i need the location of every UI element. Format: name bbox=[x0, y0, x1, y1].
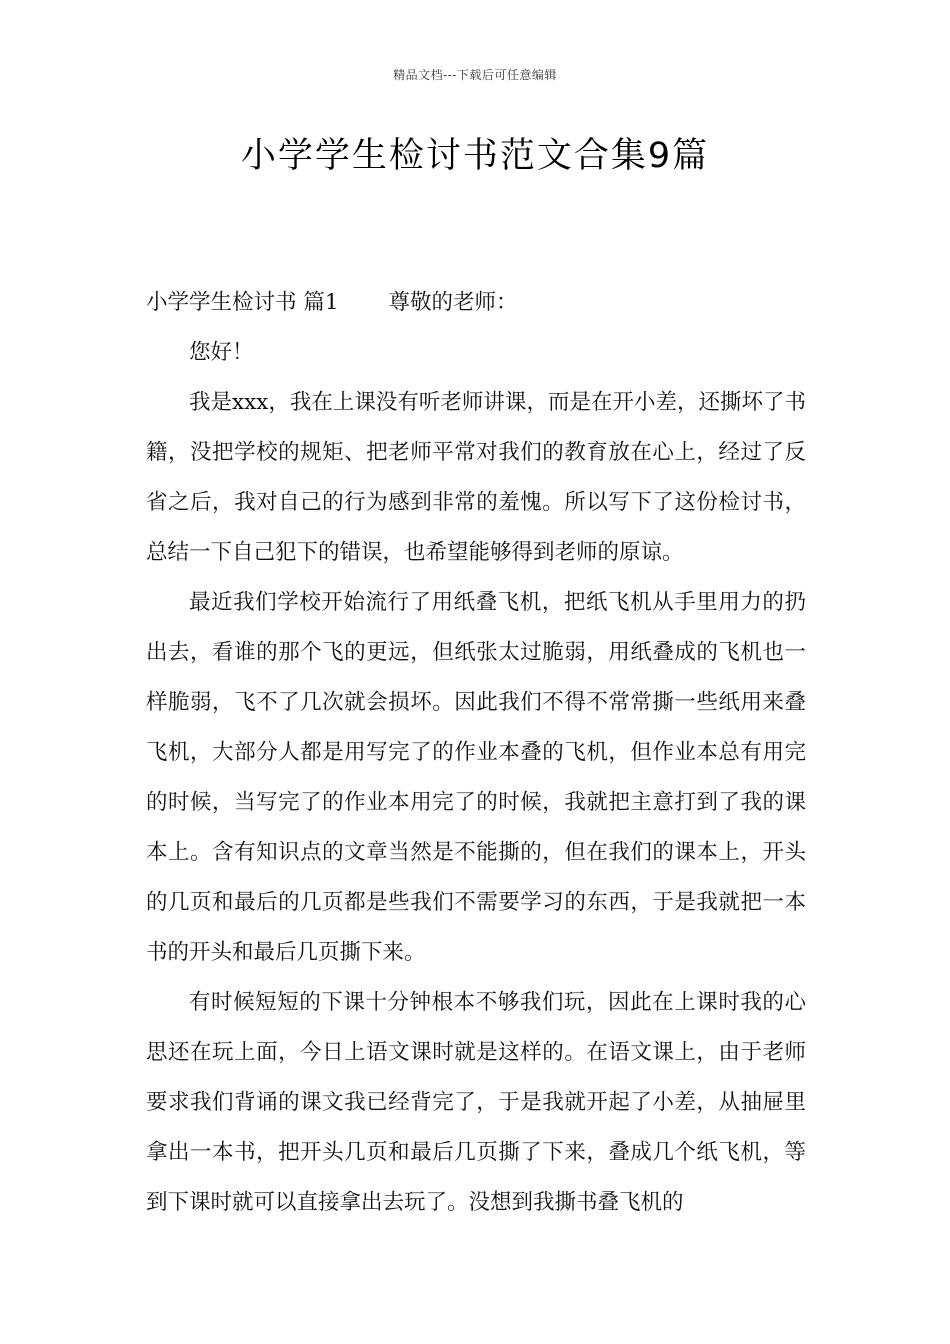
document-title: 小学学生检讨书范文合集9篇 bbox=[240, 136, 710, 176]
header-note: 精品文档---下载后可任意编辑 bbox=[393, 68, 557, 82]
greeting-paragraph: 您好！ bbox=[189, 340, 254, 365]
section-heading-line bbox=[146, 278, 806, 328]
body-paragraph: 有时候短短的下课十分钟根本不够我们玩，因此在上课时我的心思还在玩上面，今日上语文课时就是这样的。在语文课上，由于老师要求我们背诵的课文我已经背完了，于是我就开起了小差，从抽屉里拿出一本书，把开头几页和最后几页撕了下来，叠成几个纸飞机，等到下课时就可以直接拿出去玩了。没想到我撕书叠飞机的 bbox=[146, 990, 806, 1215]
body-paragraph: 最近我们学校开始流行了用纸叠飞机，把纸飞机从手里用力的扔出去，看谁的那个飞的更远，但纸张太过脆弱，用纸叠成的飞机也一样脆弱，飞不了几次就会损坏。因此我们不得不常常撕一些纸用来叠飞机，大部分人都是用写完了的作业本叠的飞机，但作业本总有用完的时候，当写完了的作业本用完了的时候，我就把主意打到了我的课本上。含有知识点的文章当然是不能撕的，但在我们的课本上，开头的几页和最后的几页都是些我们不需要学习的东西，于是我就把一本书的开头和最后几页撕下来。 bbox=[146, 590, 806, 965]
section-heading: 小学学生检讨书 篇1 bbox=[146, 290, 339, 315]
salutation: 尊敬的老师： bbox=[388, 290, 518, 315]
document-body bbox=[146, 278, 806, 1228]
body-paragraph: 我是xxx，我在上课没有听老师讲课，而是在开小差，还撕坏了书籍，没把学校的规矩、把老师平常对我们的教育放在心上，经过了反省之后，我对自己的行为感到非常的羞愧。所以写下了这份检讨书，总结一下自己犯下的错误，也希望能够得到老师的原谅。 bbox=[146, 390, 806, 565]
